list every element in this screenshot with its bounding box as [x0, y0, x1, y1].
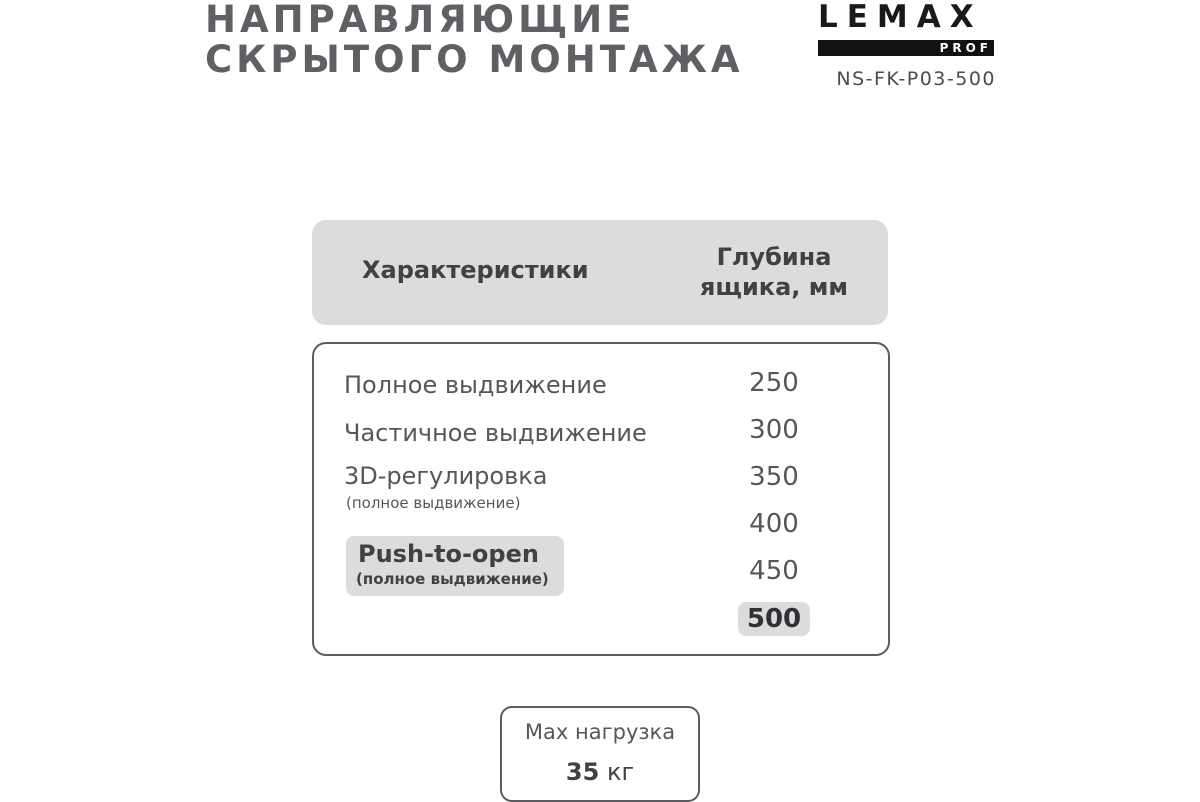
depth-value: 450 — [749, 556, 799, 586]
max-load-label: Max нагрузка — [524, 720, 676, 744]
max-load-number: 35 — [565, 758, 600, 786]
max-load-unit: кг — [606, 758, 635, 786]
brand-bar — [818, 40, 994, 56]
depth-value: 300 — [749, 415, 799, 445]
title-line-2: СКРЫТОГО МОНТАЖА — [205, 38, 744, 81]
col-header-depth-line-2: ящика, мм — [700, 273, 848, 301]
table-body — [312, 342, 890, 656]
model-number: NS-FK-P03-500 — [836, 68, 996, 90]
feature-3d-adjust: 3D-регулировка — [344, 462, 548, 490]
brand-name: LEMAX — [818, 0, 983, 35]
feature-push-to-open-note: (полное выдвижение) — [356, 570, 549, 588]
feature-full-extension: Полное выдвижение — [344, 371, 607, 399]
feature-push-to-open — [346, 536, 564, 596]
brand-sub: PROF — [939, 41, 992, 55]
table-header — [312, 220, 888, 325]
feature-3d-adjust-note: (полное выдвижение) — [346, 494, 521, 512]
feature-push-to-open-label: Push-to-open — [358, 540, 539, 568]
depth-value-highlighted: 500 — [738, 602, 810, 636]
feature-partial-extension: Частичное выдвижение — [344, 419, 647, 447]
col-header-characteristics: Характеристики — [362, 256, 589, 284]
depth-value: 350 — [749, 462, 799, 492]
col-header-depth-line-1: Глубина — [716, 243, 832, 271]
max-load-value — [502, 758, 698, 786]
max-load-box — [500, 706, 700, 802]
brand-logo — [818, 2, 994, 56]
page-title — [205, 0, 765, 80]
col-header-depth — [682, 242, 866, 302]
depth-value: 400 — [749, 509, 799, 539]
depth-value: 250 — [749, 368, 799, 398]
title-line-1: НАПРАВЛЯЮЩИЕ — [205, 0, 636, 41]
